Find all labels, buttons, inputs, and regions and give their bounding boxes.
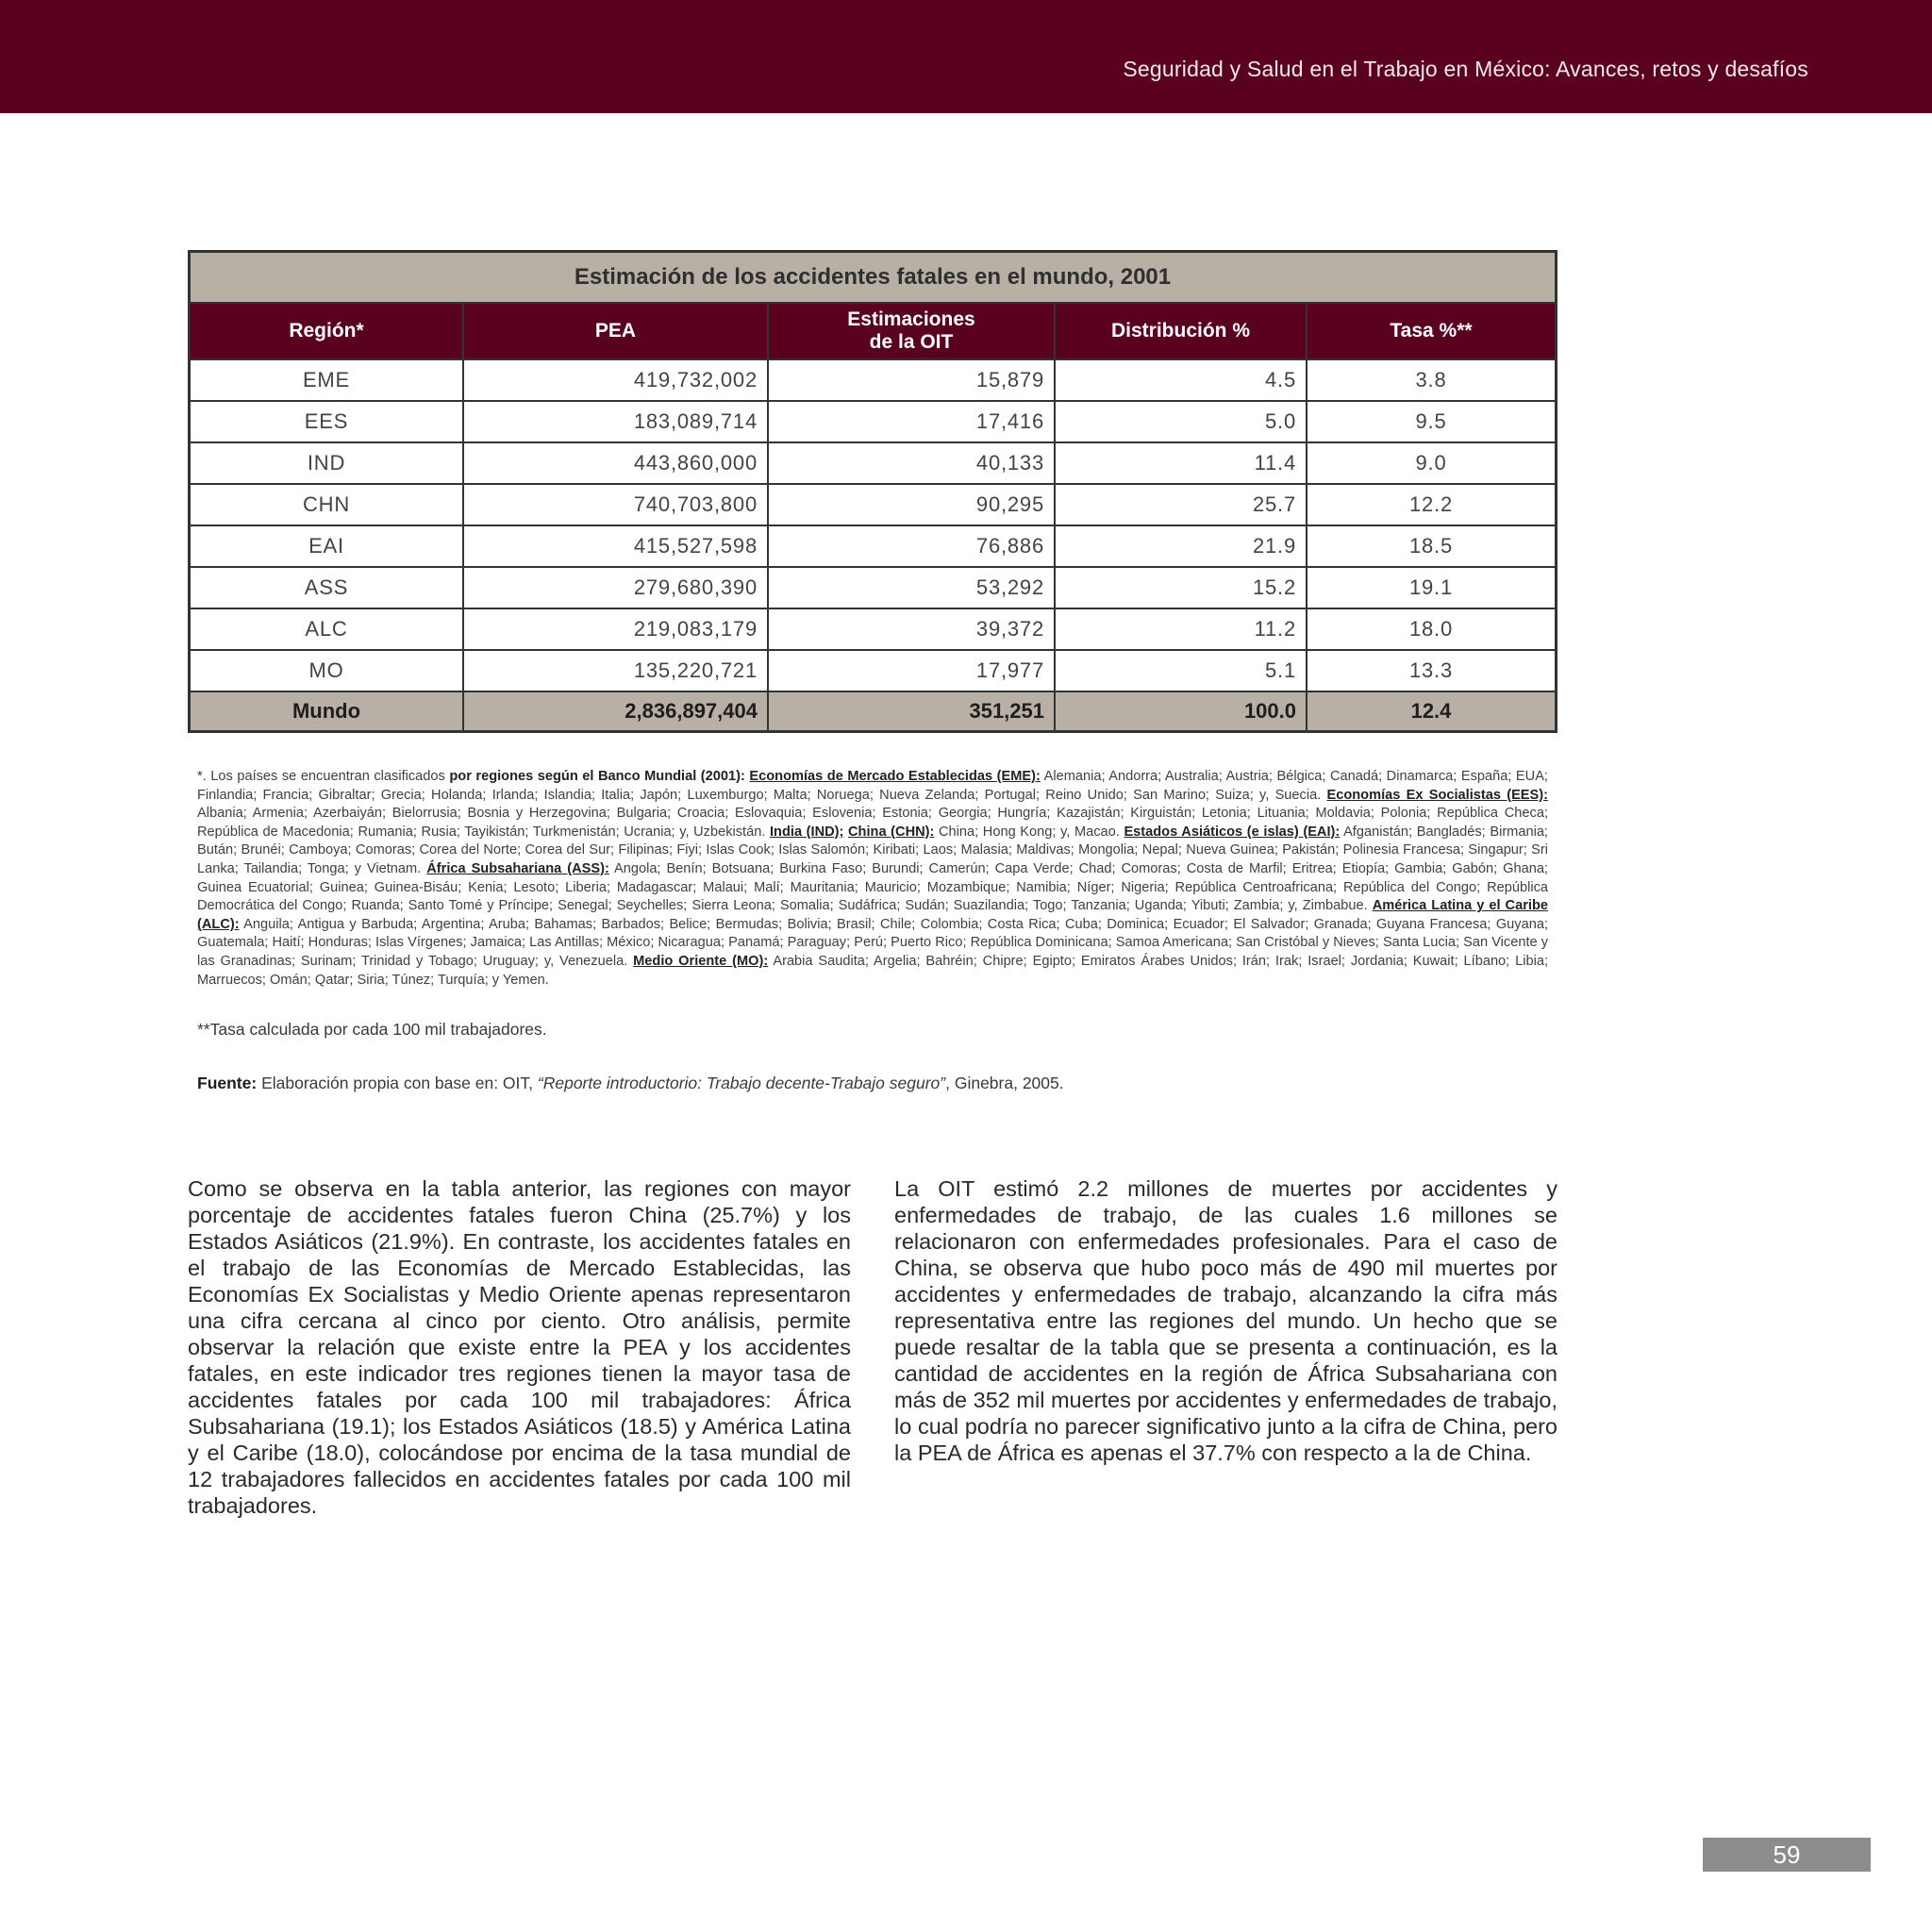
note-alc-label: América Latina y el Caribe (ALC): (197, 898, 1548, 932)
note-ass-text: Angola; Benín; Botsuana; Burkina Faso; Burundi; Camerún; Capa Verde; Chad; Comoras; Costa de Marfil; Eritrea; Etiopía; Gambia; Gabón; Ghana; Guinea Ecuatorial; Guinea; Guinea-Bisáu; Kenia; Lesoto; Liberia; Madagascar; Malaui; Malí; Mauritania; Mauricio; Mozambique; Namibia; Níger; Nigeria; República Centroafricana; República del Congo; República Democrática del Congo; Ruanda; Santo Tomé y Príncipe; Senegal; Seychelles; Sierra Leona; Somalia; Sudáfrica; Sudán; Suazilandia; Togo; Tanzania; Uganda; Yibuti; Zambia; y, Zimbabue. (197, 860, 1548, 914)
cell-pea: 740,703,800 (463, 484, 768, 525)
table-row (190, 650, 1557, 691)
column-header-distribucion: Distribución % (1055, 303, 1307, 359)
table-row (190, 484, 1557, 525)
cell-estimaciones: 15,879 (768, 359, 1055, 401)
cell-estimaciones: 76,886 (768, 525, 1055, 567)
total-region: Mundo (190, 691, 464, 732)
total-distribucion: 100.0 (1055, 691, 1307, 732)
cell-region: EES (190, 401, 464, 442)
note-intro: *. Los países se encuentran clasificados (197, 769, 450, 784)
table-caption: Estimación de los accidentes fatales en el mundo, 2001 (190, 252, 1557, 304)
cell-distribucion: 11.2 (1055, 608, 1307, 650)
table-row (190, 442, 1557, 484)
cell-pea: 219,083,179 (463, 608, 768, 650)
table-row (190, 525, 1557, 567)
column-header-region: Región* (190, 303, 464, 359)
note-alc-text: Anguila; Antigua y Barbuda; Argentina; Aruba; Bahamas; Barbados; Belice; Bermudas; Bolivia; Brasil; Chile; Colombia; Costa Rica; Cuba; Dominica; Ecuador; El Salvador; Granada; Guyana Francesa; Guyana; Guatemala; Haití; Honduras; Islas Vírgenes; Jamaica; Las Antillas; México; Nicaragua; Panamá; Paraguay; Perú; Puerto Rico; República Dominicana; Samoa Americana; San Cristóbal y Nieves; Santa Lucia; San Vicente y las Granadinas; Surinam; Trinidad y Tobago; Uruguay; y, Venezuela. (197, 916, 1548, 969)
note-chn-text: China; Hong Kong; y, Macao. (934, 824, 1124, 840)
region-classification-note (197, 768, 1548, 990)
note-intro-bold: por regiones según el Banco Mundial (2001): (449, 769, 745, 784)
estimaciones-line-1: Estimaciones (847, 308, 975, 330)
cell-estimaciones: 39,372 (768, 608, 1055, 650)
cell-tasa: 12.2 (1307, 484, 1557, 525)
running-title: Seguridad y Salud en el Trabajo en México: Avances, retos y desafíos (1123, 57, 1808, 81)
cell-region: ASS (190, 567, 464, 608)
cell-region: ALC (190, 608, 464, 650)
cell-distribucion: 4.5 (1055, 359, 1307, 401)
note-mo-text: Arabia Saudita; Argelia; Bahréin; Chipre; Egipto; Emiratos Árabes Unidos; Irán; Irak; Israel; Jordania; Kuwait; Líbano; Libia; Marruecos; Omán; Qatar; Siria; Túnez; Turquía; y Yemen. (197, 953, 1549, 988)
cell-distribucion: 5.0 (1055, 401, 1307, 442)
cell-region: EME (190, 359, 464, 401)
table-row (190, 359, 1557, 401)
cell-pea: 135,220,721 (463, 650, 768, 691)
cell-tasa: 18.0 (1307, 608, 1557, 650)
note-ass-label: África Subsahariana (ASS): (426, 860, 609, 876)
cell-distribucion: 25.7 (1055, 484, 1307, 525)
cell-tasa: 18.5 (1307, 525, 1557, 567)
cell-distribucion: 15.2 (1055, 567, 1307, 608)
cell-estimaciones: 40,133 (768, 442, 1055, 484)
cell-estimaciones: 90,295 (768, 484, 1055, 525)
source-text-a: Elaboración propia con base en: OIT, (257, 1074, 538, 1092)
cell-pea: 419,732,002 (463, 359, 768, 401)
cell-estimaciones: 17,416 (768, 401, 1055, 442)
estimaciones-line-2: de la OIT (869, 331, 954, 353)
cell-tasa: 19.1 (1307, 567, 1557, 608)
note-mo-label: Medio Oriente (MO): (633, 953, 769, 969)
column-header-pea: PEA (463, 303, 768, 359)
note-ees-label: Economías Ex Socialistas (EES): (1326, 787, 1548, 803)
cell-tasa: 9.5 (1307, 401, 1557, 442)
column-header-estimaciones (768, 303, 1055, 359)
table-total-row (190, 691, 1557, 732)
total-tasa: 12.4 (1307, 691, 1557, 732)
note-eai-label: Estados Asiáticos (e islas) (EAI): (1124, 824, 1341, 840)
note-eme-text: Alemania; Andorra; Australia; Austria; Bélgica; Canadá; Dinamarca; España; EUA; Finlandia; Francia; Gibraltar; Grecia; Holanda; Irlanda; Islandia; Italia; Japón; Luxemburgo; Malta; Noruega; Nueva Zelanda; Portugal; Reino Unido; San Marino; Suiza; y, Suecia. (197, 769, 1548, 803)
column-header-tasa: Tasa %** (1307, 303, 1557, 359)
cell-tasa: 9.0 (1307, 442, 1557, 484)
cell-distribucion: 21.9 (1055, 525, 1307, 567)
note-ees-text: Albania; Armenia; Azerbaiyán; Bielorrusia; Bosnia y Herzegovina; Bulgaria; Croacia; Eslovaquia; Eslovenia; Estonia; Georgia; Hungría; Kazajistán; Kirguistán; Letonia; Lituania; Moldavia; Polonia; República Checa; República de Macedonia; Rumania; Rusia; Tayikistán; Turkmenistán; Ucrania; y, Uzbekistán. (197, 806, 1548, 840)
table-row (190, 608, 1557, 650)
table-row (190, 567, 1557, 608)
note-eme-label: Economías de Mercado Establecidas (EME): (749, 769, 1041, 784)
cell-distribucion: 5.1 (1055, 650, 1307, 691)
cell-tasa: 3.8 (1307, 359, 1557, 401)
cell-tasa: 13.3 (1307, 650, 1557, 691)
body-paragraph-left: Como se observa en la tabla anterior, las regiones con mayor porcentaje de accidentes fatales fueron China (25.7%) y los Estados Asiáticos (21.9%). En contraste, los accidentes fatales en el trabajo de las Economías de Mercado Establecidas, las Economías Ex Socialistas y Medio Oriente apenas representaron una cifra cercana al cinco por ciento. Otro análisis, permite observar la relación que existe entre la PEA y los accidentes fatales, en este indicador tres regiones tienen la mayor tasa de accidentes fatales por cada 100 mil trabajadores: África Subsahariana (19.1); los Estados Asiáticos (18.5) y América Latina y el Caribe (18.0), colocándose por encima de la tasa mundial de 12 trabajadores fallecidos en accidentes fatales por cada 100 mil trabajadores. (188, 1176, 851, 1518)
source-note (197, 1074, 1064, 1093)
cell-pea: 415,527,598 (463, 525, 768, 567)
note-eai-text: Afganistán; Bangladés; Birmania; Bután; Brunéi; Camboya; Comoras; Corea del Norte; Corea del Sur; Filipinas; Fiyi; Islas Cook; Islas Salomón; Kiribati; Laos; Malasia; Maldivas; Mongolia; Nepal; Nueva Guinea; Pakistán; Polinesia Francesa; Singapur; Sri Lanka; Tailandia; Tonga; y Vietnam. (197, 824, 1548, 876)
source-title: “Reporte introductorio: Trabajo decente-Trabajo seguro” (537, 1074, 946, 1092)
cell-region: IND (190, 442, 464, 484)
page-number: 59 (1703, 1838, 1871, 1872)
cell-estimaciones: 53,292 (768, 567, 1055, 608)
cell-estimaciones: 17,977 (768, 650, 1055, 691)
cell-pea: 279,680,390 (463, 567, 768, 608)
total-estimaciones: 351,251 (768, 691, 1055, 732)
cell-distribucion: 11.4 (1055, 442, 1307, 484)
cell-region: CHN (190, 484, 464, 525)
tasa-note: **Tasa calculada por cada 100 mil trabajadores. (197, 1020, 547, 1039)
cell-region: MO (190, 650, 464, 691)
fatal-accidents-table (188, 250, 1557, 733)
source-label: Fuente: (197, 1074, 258, 1092)
cell-region: EAI (190, 525, 464, 567)
total-pea: 2,836,897,404 (463, 691, 768, 732)
cell-pea: 443,860,000 (463, 442, 768, 484)
table-row (190, 401, 1557, 442)
cell-pea: 183,089,714 (463, 401, 768, 442)
note-chn-label: China (CHN): (848, 824, 935, 840)
body-paragraph-right: La OIT estimó 2.2 millones de muertes por accidentes y enfermedades de trabajo, de las cuales 1.6 millones se relacionaron con enfermedades profesionales. Para el caso de China, se observa que hubo poco más de 490 mil muertes por accidentes y enfermedades de trabajo, alcanzando la cifra más representativa entre las regiones del mundo. Un hecho que se puede resaltar de la tabla que se presenta a continuación, es la cantidad de accidentes en la región de África Subsahariana con más de 352 mil muertes por accidentes y enfermedades de trabajo, lo cual podría no parecer significativo junto a la cifra de China, pero la PEA de África es apenas el 37.7% con respecto a la de China. (894, 1176, 1557, 1465)
source-text-b: , Ginebra, 2005. (945, 1074, 1064, 1092)
note-ind-label: India (IND); (770, 824, 844, 840)
